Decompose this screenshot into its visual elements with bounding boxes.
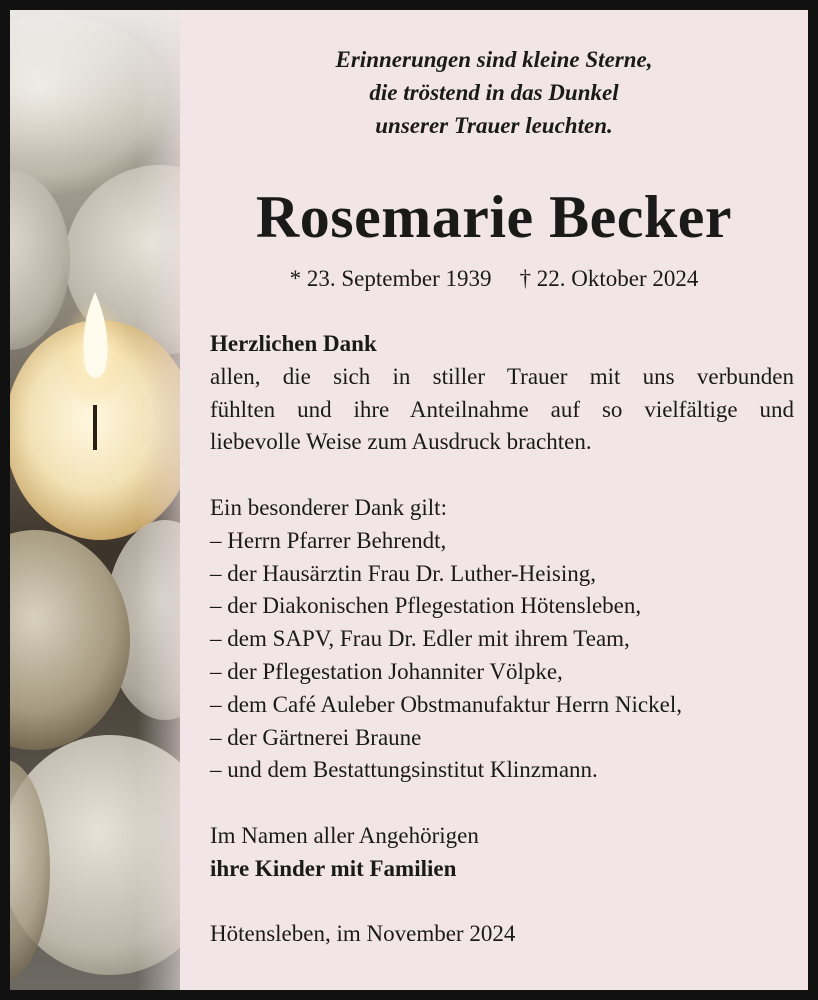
thanks-line: fühlten und ihre Anteilnahme auf so vielfältige und bbox=[210, 396, 794, 422]
motto-line: unserer Trauer leuchten. bbox=[375, 113, 613, 138]
motto-line: die tröstend in das Dunkel bbox=[369, 80, 619, 105]
signature-family: ihre Kinder mit Familien bbox=[210, 855, 457, 881]
birth-date: * 23. September 1939 bbox=[289, 266, 492, 291]
special-item: – der Hausärztin Frau Dr. Luther-Heising, bbox=[210, 560, 596, 586]
thanks-heading: Herzlichen Dank bbox=[210, 331, 377, 356]
special-item: – und dem Bestattungsinstitut Klinzmann. bbox=[210, 757, 598, 783]
special-item: – Herrn Pfarrer Behrendt, bbox=[210, 527, 447, 553]
special-item: – der Diakonischen Pflegestation Hötensleben, bbox=[210, 593, 642, 619]
thanks-line: liebevolle Weise zum Ausdruck brachten. bbox=[210, 429, 592, 455]
thanks-line: allen, die sich in stiller Trauer mit uns verbunden bbox=[210, 363, 794, 389]
deceased-name: Rosemarie Becker bbox=[255, 184, 733, 250]
special-item: – der Gärtnerei Braune bbox=[210, 724, 422, 750]
candle-illustration bbox=[10, 10, 180, 990]
death-date: † 22. Oktober 2024 bbox=[519, 266, 699, 291]
life-dates bbox=[180, 264, 808, 294]
thanks-text bbox=[210, 328, 794, 951]
special-item: – der Pflegestation Johanniter Völpke, bbox=[210, 658, 563, 684]
special-intro: Ein besonderer Dank gilt: bbox=[210, 494, 447, 520]
place-date: Hötensleben, im November 2024 bbox=[210, 921, 516, 947]
signature-line: Im Namen aller Angehörigen bbox=[210, 822, 479, 848]
special-item: – dem Café Auleber Obstmanufaktur Herrn Nickel, bbox=[210, 691, 682, 717]
candle-fade-right bbox=[10, 10, 180, 990]
candle-photo bbox=[10, 10, 180, 990]
motto bbox=[180, 43, 808, 142]
motto-line: Erinnerungen sind kleine Sterne, bbox=[335, 47, 653, 72]
special-item: – dem SAPV, Frau Dr. Edler mit ihrem Team, bbox=[210, 626, 630, 652]
obituary-content bbox=[180, 10, 808, 990]
